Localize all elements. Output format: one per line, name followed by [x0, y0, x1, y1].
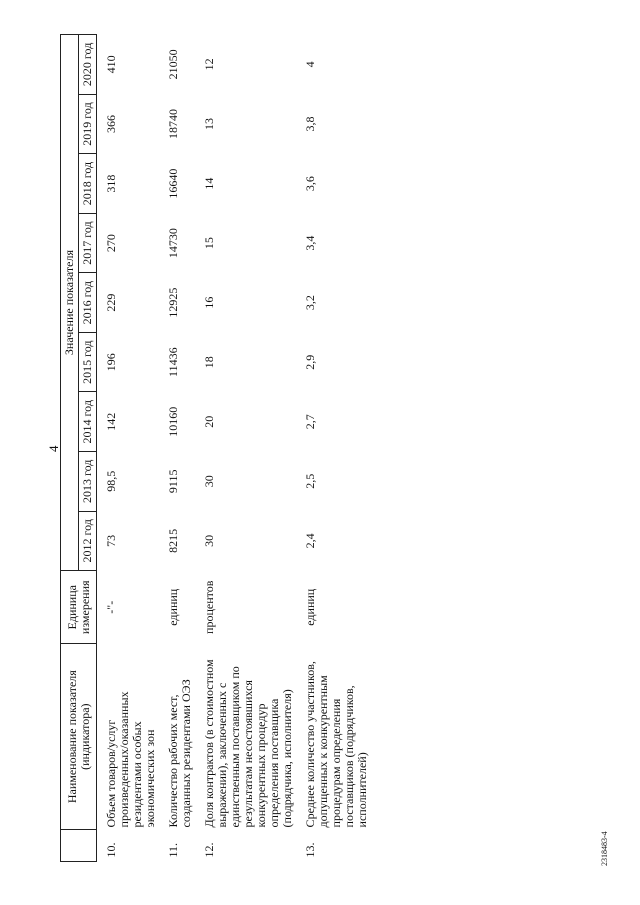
indicator-table-container	[60, 34, 565, 862]
row-unit: процентов	[202, 580, 216, 634]
header-year: 2013 год	[79, 452, 97, 512]
row-value: 8215	[166, 528, 180, 553]
header-number-cell	[61, 829, 97, 861]
row-value: 30	[202, 534, 216, 547]
row-indicator-name: Среднее количество участников, допущенных к конкурентным процедурам определения поставщиков (подрядчиков, исполнителей)	[303, 661, 369, 828]
header-year: 2015 год	[79, 332, 97, 392]
row-unit: единиц	[303, 588, 317, 626]
row-indicator-name: Объем товаров/услуг произведенных/оказанных резидентами особых экономических зон	[104, 691, 157, 828]
row-value: 142	[104, 412, 118, 431]
row-value: 98,5	[104, 470, 118, 492]
row-value: 16	[202, 296, 216, 309]
row-value: 15	[202, 237, 216, 250]
row-value: 3,6	[303, 176, 317, 192]
header-year: 2016 год	[79, 273, 97, 333]
row-value: 229	[104, 293, 118, 312]
header-year: 2018 год	[79, 154, 97, 214]
row-number: 10.	[104, 842, 118, 858]
row-value: 2,5	[303, 473, 317, 489]
row-number: 11.	[166, 842, 180, 858]
row-value: 30	[202, 475, 216, 488]
row-value: 11436	[166, 347, 180, 377]
table-row	[302, 35, 377, 862]
row-indicator-name: Доля контрактов (в стоимостном выражении), заключенных с единственным поставщиком по результатам несостоявшихся конкурентных процедур определения поставщика (подрядчика, исполнителя)	[202, 659, 294, 828]
header-year: 2017 год	[79, 213, 97, 273]
row-number: 12.	[202, 842, 216, 858]
header-year: 2014 год	[79, 392, 97, 452]
row-value: 4	[303, 61, 317, 68]
row-unit: -"-	[104, 600, 118, 614]
document-code: 2318483-4	[600, 831, 609, 866]
row-value: 14	[202, 177, 216, 190]
row-value: 2,7	[303, 414, 317, 430]
header-year: 2019 год	[79, 94, 97, 154]
table-row	[201, 35, 302, 862]
row-value: 318	[104, 174, 118, 193]
row-value: 20	[202, 415, 216, 428]
header-indicator-name: Наименование показателя (индикатора)	[61, 644, 97, 830]
row-unit: единиц	[166, 588, 180, 626]
row-value: 18	[202, 356, 216, 369]
row-value: 21050	[166, 49, 180, 80]
row-value: 2,4	[303, 533, 317, 549]
row-value: 3,8	[303, 116, 317, 132]
row-value: 12925	[166, 287, 180, 318]
row-value: 12	[202, 58, 216, 71]
row-value: 10160	[166, 406, 180, 437]
row-indicator-name: Количество рабочих мест, созданных резидентами ОЭЗ	[166, 679, 193, 828]
row-value: 14730	[166, 228, 180, 259]
indicator-table	[60, 34, 377, 862]
row-value: 18740	[166, 109, 180, 140]
page-number: 4	[46, 445, 61, 452]
row-value: 366	[104, 115, 118, 134]
header-value-group: Значение показателя	[61, 35, 79, 571]
row-value: 73	[104, 534, 118, 547]
row-value: 16640	[166, 168, 180, 199]
row-value: 196	[104, 353, 118, 372]
row-value: 270	[104, 234, 118, 253]
header-unit: Единица измерения	[61, 571, 97, 644]
row-value: 410	[104, 55, 118, 74]
row-value: 9115	[166, 469, 180, 494]
table-row	[97, 35, 166, 862]
header-year: 2012 год	[79, 511, 97, 571]
row-value: 3,2	[303, 295, 317, 311]
row-number: 13.	[303, 842, 317, 858]
row-value: 2,9	[303, 354, 317, 370]
header-year: 2020 год	[79, 35, 97, 95]
table-row	[165, 35, 201, 862]
row-value: 13	[202, 118, 216, 131]
row-value: 3,4	[303, 235, 317, 251]
